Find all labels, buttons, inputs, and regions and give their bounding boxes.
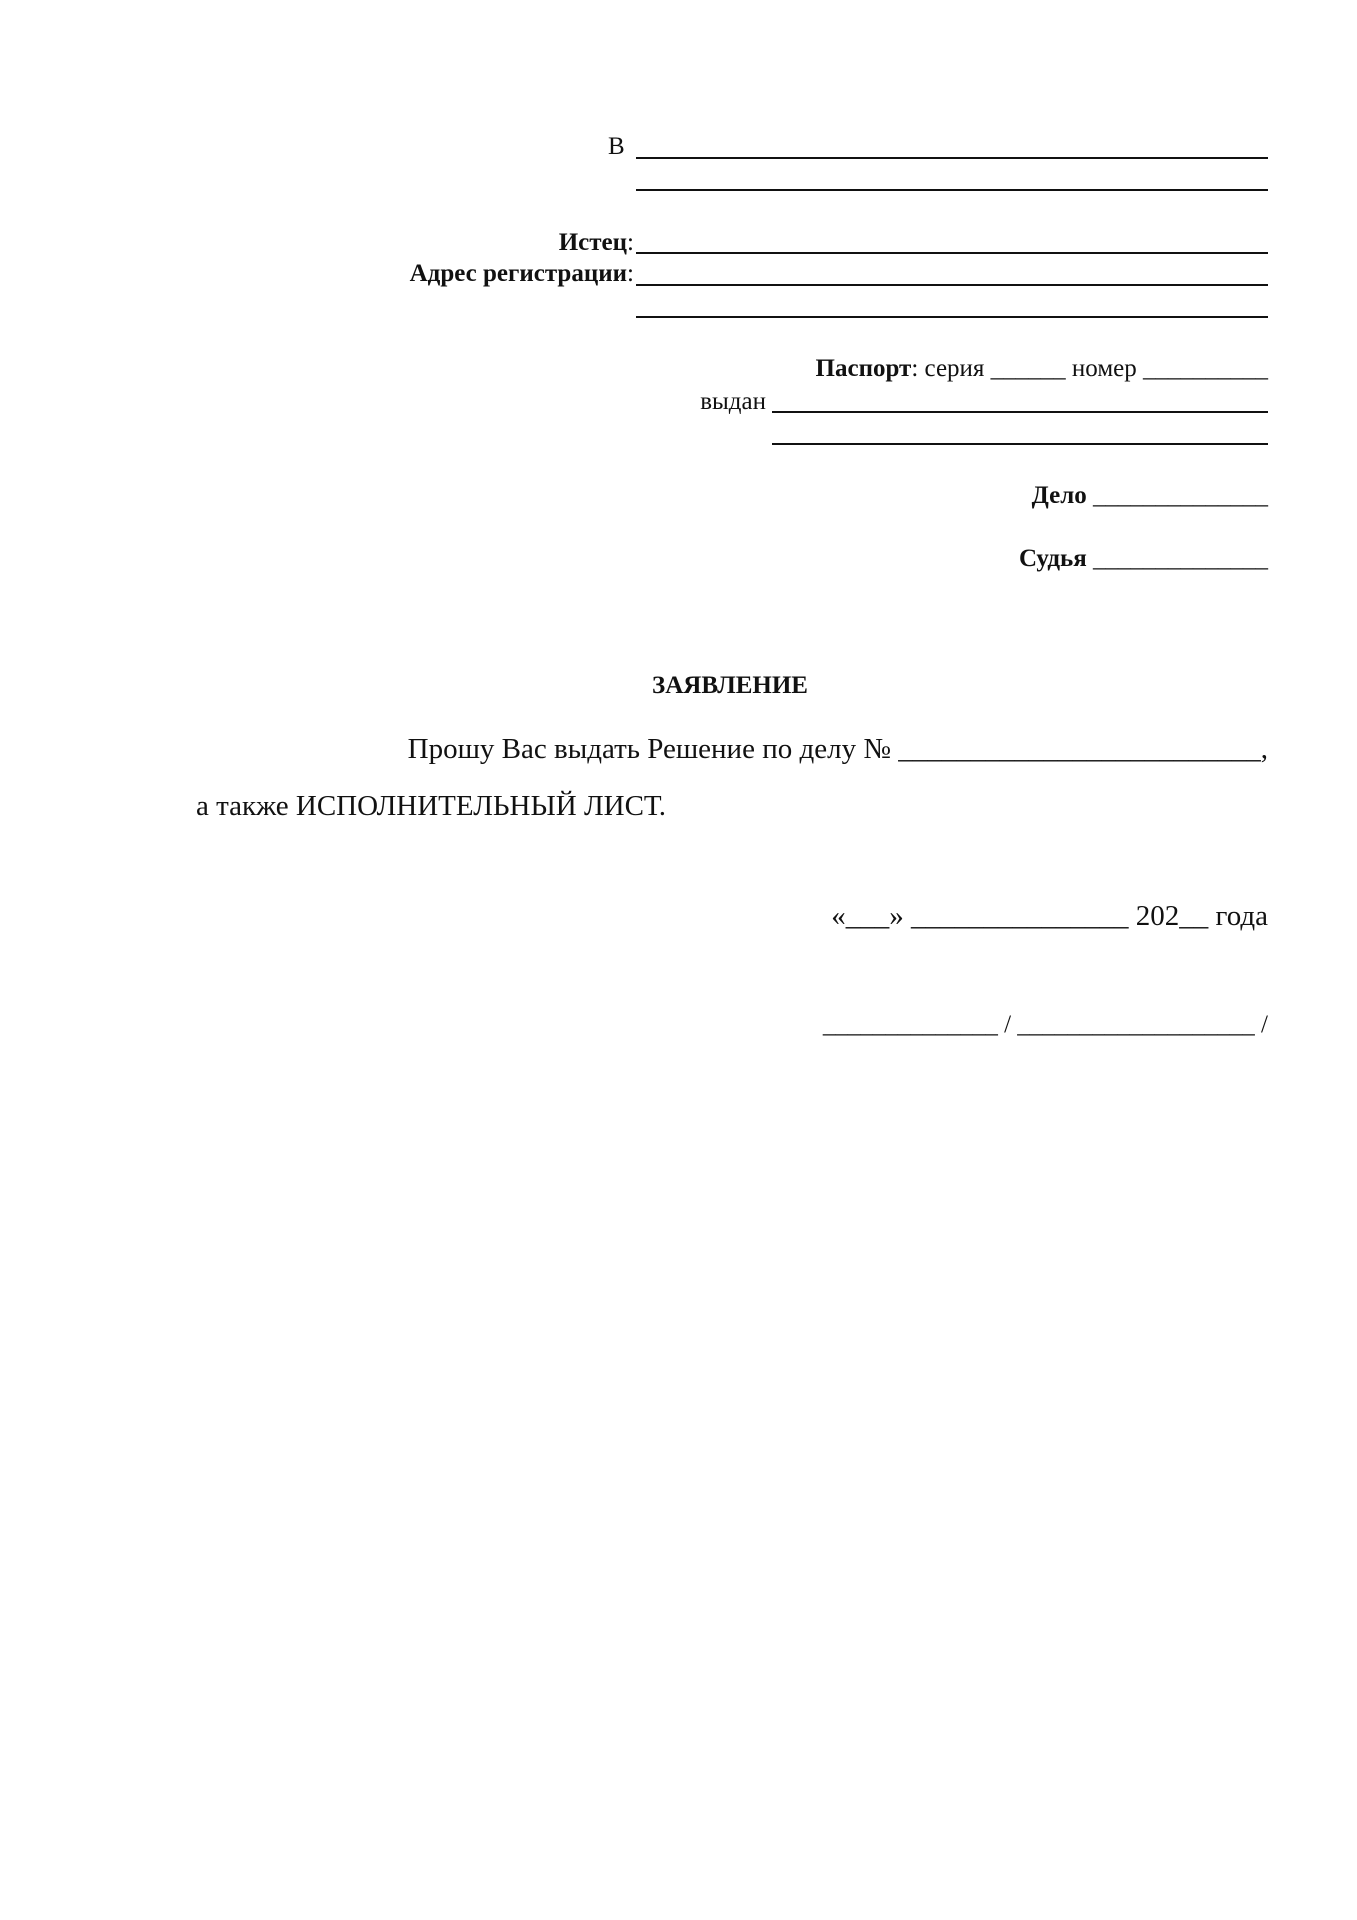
plaintiff-label: Истец bbox=[558, 229, 628, 256]
document-title: ЗАЯВЛЕНИЕ bbox=[652, 672, 808, 699]
body-line-2: а также ИСПОЛНИТЕЛЬНЫЙ ЛИСТ. bbox=[196, 790, 666, 822]
passport-number-blank: __________ bbox=[1143, 355, 1268, 382]
judge-label: Судья bbox=[1019, 545, 1087, 572]
body-line-1: Прошу Вас выдать Решение по делу № _________________________, bbox=[407, 733, 1268, 765]
issued-field-line-2 bbox=[772, 443, 1268, 445]
passport-series-blank: ______ bbox=[990, 355, 1066, 382]
plaintiff-colon: : bbox=[627, 229, 634, 256]
plaintiff-label-row bbox=[559, 230, 634, 255]
plaintiff-field-line bbox=[636, 252, 1268, 254]
address-field-line-1 bbox=[636, 284, 1268, 286]
signature-line: ______________ / ___________________ / bbox=[822, 1011, 1268, 1038]
case-blank: ______________ bbox=[1093, 482, 1268, 509]
passport-label: Паспорт bbox=[815, 355, 912, 382]
address-label-row bbox=[410, 261, 634, 286]
issued-label: выдан bbox=[700, 388, 766, 415]
recipient-field-line-2 bbox=[636, 189, 1268, 191]
passport-series-label: : серия bbox=[911, 355, 985, 382]
case-label: Дело bbox=[1031, 482, 1087, 509]
judge-blank: ______________ bbox=[1093, 545, 1268, 572]
date-line: «___» _______________ 202__ года bbox=[831, 900, 1268, 932]
address-field-line-2 bbox=[636, 316, 1268, 318]
passport-row bbox=[816, 356, 1268, 381]
recipient-prefix: В bbox=[608, 133, 625, 160]
issued-field-line-1 bbox=[772, 411, 1268, 413]
recipient-field-line-1 bbox=[636, 157, 1268, 159]
address-label: Адрес регистрации bbox=[409, 260, 628, 287]
judge-row bbox=[1019, 546, 1268, 571]
address-colon: : bbox=[627, 260, 634, 287]
passport-number-label: номер bbox=[1071, 355, 1137, 382]
case-row bbox=[1032, 483, 1268, 508]
